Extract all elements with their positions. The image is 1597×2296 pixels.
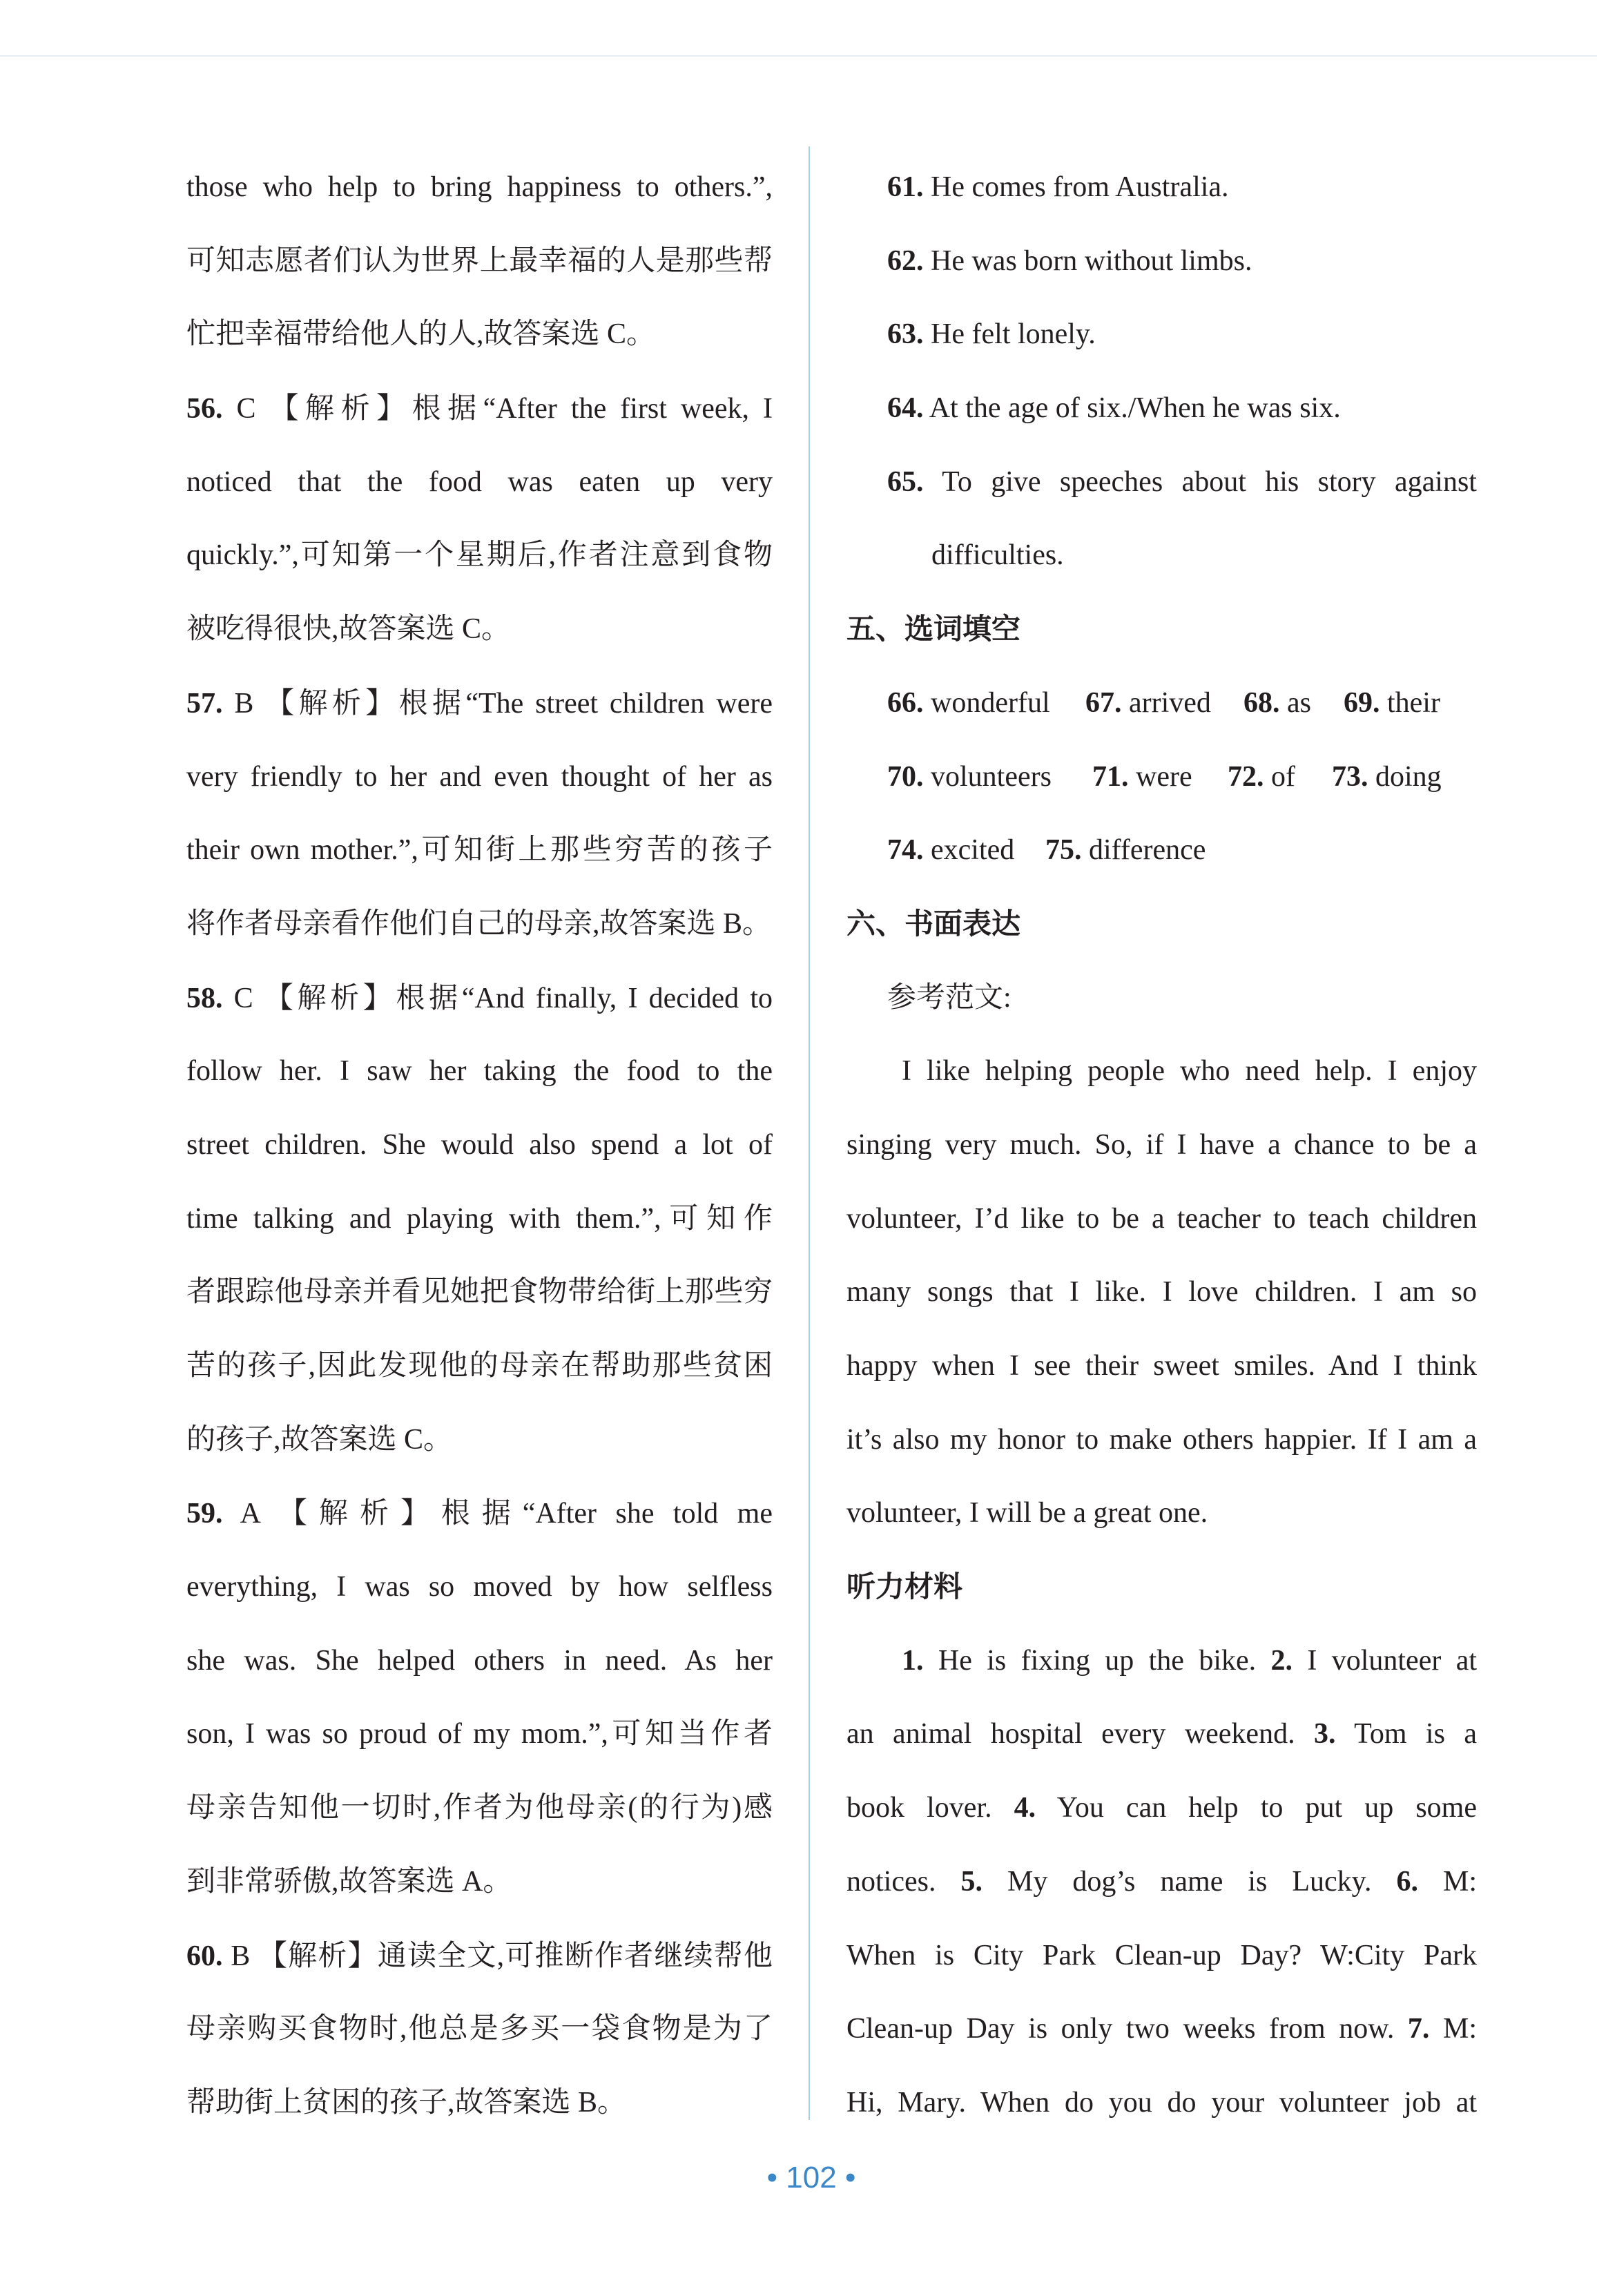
analysis-tag: 【解析】	[264, 981, 396, 1014]
analysis-line: 母亲告知他一切时,作者为他母亲(的行为)感	[186, 1792, 773, 1824]
question-number: 66.	[887, 686, 924, 719]
continuation-line: 可知志愿者们认为世界上最幸福的人是那些帮	[186, 244, 773, 277]
word-fill-row	[846, 666, 1477, 740]
answer-word: doing	[1375, 760, 1442, 793]
answer-letter: A	[240, 1498, 260, 1530]
analysis-line: she was. She helped others in need. As her	[186, 1644, 773, 1677]
question-number: 68.	[1243, 686, 1280, 719]
answer-letter: B	[231, 1940, 251, 1972]
page-number-value: 102	[786, 2161, 837, 2194]
listening-line	[846, 1697, 1477, 1771]
listening-text: Hi, Mary. When do you do your volunteer job at	[846, 2086, 1477, 2119]
top-rule	[0, 55, 1597, 57]
listening-text: Clean-up Day is only two weeks from now.	[846, 2013, 1408, 2045]
listening-text: an animal hospital every weekend.	[846, 1718, 1314, 1750]
listening-text: He is fixing up the bike.	[923, 1644, 1271, 1677]
listening-text: Tom is a	[1335, 1718, 1477, 1750]
short-answer-text: He felt lonely.	[931, 318, 1096, 351]
analysis-line: 将作者母亲看作他们自己的母亲,故答案选 B。	[186, 907, 772, 940]
analysis-line: 苦的孩子,因此发现他的母亲在帮助那些贫困	[186, 1350, 773, 1382]
answer-word: difference	[1089, 834, 1206, 867]
analysis-line: son, I was so proud of my mom.”,可知当作者	[186, 1718, 773, 1750]
listening-text: M:	[1417, 1865, 1477, 1898]
short-answer-62	[846, 224, 1477, 298]
short-answer-65	[846, 445, 1477, 519]
analysis-text: 通读全文,可推断作者继续帮他	[377, 1940, 773, 1972]
continuation-line: 忙把幸福带给他人的人,故答案选 C。	[186, 318, 656, 351]
short-answer-continuation: difficulties.	[931, 539, 1064, 572]
listening-text: I volunteer at	[1293, 1644, 1478, 1677]
listening-text: My dog’s name is Lucky.	[982, 1865, 1397, 1898]
word-answer-71	[1092, 740, 1192, 814]
answer-word: wonderful	[931, 686, 1050, 719]
essay-line: I like helping people who need help. I enjoy	[902, 1055, 1477, 1088]
listening-line	[846, 1624, 1477, 1698]
analysis-line: their own mother.”,可知街上那些穷苦的孩子	[186, 834, 773, 867]
answer-57-header	[186, 666, 773, 740]
answer-letter: B	[234, 687, 254, 720]
word-answer-75	[1045, 813, 1206, 887]
word-fill-row	[846, 813, 1477, 887]
analysis-line: 的孩子,故答案选 C。	[186, 1423, 453, 1456]
question-number: 69.	[1344, 686, 1380, 719]
column-divider	[809, 146, 810, 2120]
listening-line	[846, 1919, 1477, 1993]
section-heading-listening: 听力材料	[846, 1570, 963, 1603]
sample-essay-label: 参考范文:	[887, 981, 1012, 1014]
section-heading-writing: 六、书面表达	[846, 907, 1021, 940]
analysis-line: quickly.”,可知第一个星期后,作者注意到食物	[186, 539, 773, 572]
listening-number: 1.	[902, 1644, 924, 1677]
short-answer-text: He was born without limbs.	[931, 244, 1252, 277]
answer-word: as	[1287, 686, 1311, 719]
analysis-line: 母亲购买食物时,他总是多买一袋食物是为了	[186, 2013, 773, 2045]
answer-word: of	[1271, 760, 1295, 793]
page-number-dot: •	[766, 2161, 778, 2194]
short-answer-64	[846, 372, 1477, 445]
question-number: 63.	[887, 318, 924, 351]
word-answer-66	[887, 666, 1050, 740]
analysis-tag: 【解析】	[265, 686, 399, 719]
question-number: 58.	[186, 982, 223, 1014]
analysis-text: 根据“And finally, I decided to	[396, 982, 773, 1014]
question-number: 73.	[1332, 760, 1368, 793]
word-answer-67	[1085, 666, 1211, 740]
analysis-line: everything, I was so moved by how selfless	[186, 1571, 773, 1603]
question-number: 74.	[887, 834, 924, 867]
essay-line: singing very much. So, if I have a chance to be a	[846, 1128, 1477, 1161]
listening-number: 7.	[1407, 2013, 1430, 2045]
analysis-line: street children. She would also spend a lot of	[186, 1128, 773, 1161]
page-number	[722, 2156, 901, 2200]
short-answer-text: He comes from Australia.	[931, 171, 1229, 203]
question-number: 62.	[887, 244, 924, 277]
analysis-line: noticed that the food was eaten up very	[186, 465, 773, 498]
answer-58-header	[186, 961, 773, 1035]
word-answer-70	[887, 740, 1052, 814]
continuation-line: those who help to bring happiness to others.”,	[186, 171, 773, 203]
short-answer-text: To give speeches about his story against	[942, 465, 1477, 498]
question-number: 71.	[1092, 760, 1129, 793]
analysis-line: follow her. I saw her taking the food to the	[186, 1055, 773, 1088]
listening-number: 4.	[1014, 1792, 1036, 1824]
answer-word: volunteers	[931, 760, 1052, 793]
question-number: 60.	[186, 1940, 223, 1972]
answer-56-header	[186, 372, 773, 445]
word-answer-72	[1228, 740, 1295, 814]
answer-word: excited	[931, 834, 1015, 867]
short-answer-text: At the age of six./When he was six.	[929, 392, 1341, 425]
listening-number: 6.	[1396, 1865, 1418, 1898]
short-answer-63	[846, 298, 1477, 372]
answer-60-header	[186, 1919, 773, 1993]
question-number: 56.	[186, 393, 223, 425]
word-answer-68	[1243, 666, 1311, 740]
listening-number: 5.	[960, 1865, 983, 1898]
question-number: 75.	[1045, 834, 1082, 867]
listening-text: notices.	[846, 1865, 961, 1898]
essay-line: many songs that I like. I love children. I am so	[846, 1276, 1477, 1309]
question-number: 65.	[887, 465, 924, 498]
listening-number: 2.	[1270, 1644, 1293, 1677]
word-fill-row	[846, 740, 1477, 814]
analysis-line: time talking and playing with them.”,可知作	[186, 1202, 773, 1235]
answer-word: arrived	[1129, 686, 1211, 719]
question-number: 64.	[887, 392, 924, 425]
analysis-line: 帮助街上贫困的孩子,故答案选 B。	[186, 2086, 627, 2119]
answer-59-header	[186, 1476, 773, 1550]
question-number: 59.	[186, 1498, 223, 1530]
question-number: 72.	[1228, 760, 1264, 793]
listening-line	[846, 1845, 1477, 1919]
essay-line: happy when I see their sweet smiles. And I think	[846, 1350, 1477, 1382]
analysis-text: 根据“After she told me	[441, 1498, 773, 1530]
essay-line: volunteer, I will be a great one.	[846, 1497, 1208, 1530]
answer-letter: C	[233, 982, 253, 1014]
listening-text: M:	[1429, 2013, 1478, 2045]
analysis-text: 根据“After the first week, I	[412, 393, 773, 425]
short-answer-61	[846, 151, 1477, 224]
right-column	[846, 151, 1477, 2140]
listening-line	[846, 1992, 1477, 2066]
listening-text: You can help to put up some	[1036, 1792, 1477, 1824]
essay-line: volunteer, I’d like to be a teacher to teach children	[846, 1202, 1477, 1235]
page-number-dot: •	[844, 2161, 856, 2194]
analysis-line: 到非常骄傲,故答案选 A。	[186, 1865, 512, 1898]
listening-number: 3.	[1313, 1718, 1336, 1750]
question-number: 61.	[887, 171, 924, 203]
listening-text: book lover.	[846, 1792, 1014, 1824]
analysis-line: very friendly to her and even thought of her as	[186, 760, 773, 793]
listening-line	[846, 2066, 1477, 2140]
analysis-line: 者跟踪他母亲并看见她把食物带给街上那些穷	[186, 1276, 773, 1309]
analysis-tag: 【解析】	[278, 1496, 441, 1530]
answer-word: their	[1387, 686, 1440, 719]
analysis-line: 被吃得很快,故答案选 C。	[186, 613, 511, 646]
question-number: 70.	[887, 760, 924, 793]
essay-line: it’s also my honor to make others happier. If I am a	[846, 1423, 1477, 1456]
section-heading-word-fill: 五、选词填空	[846, 612, 1021, 646]
listening-line	[846, 1771, 1477, 1845]
analysis-text: 根据“The street children were	[398, 687, 773, 720]
answer-letter: C	[236, 393, 256, 425]
question-number: 57.	[186, 687, 223, 720]
question-number: 67.	[1085, 686, 1122, 719]
left-column	[186, 151, 773, 2140]
analysis-tag: 【解析】	[258, 1938, 378, 1971]
word-answer-69	[1344, 666, 1440, 740]
answer-word: were	[1136, 760, 1192, 793]
listening-text: When is City Park Clean-up Day? W:City Park	[846, 1939, 1477, 1971]
word-answer-74	[887, 813, 1014, 887]
analysis-tag: 【解析】	[269, 392, 412, 425]
word-answer-73	[1332, 740, 1442, 814]
